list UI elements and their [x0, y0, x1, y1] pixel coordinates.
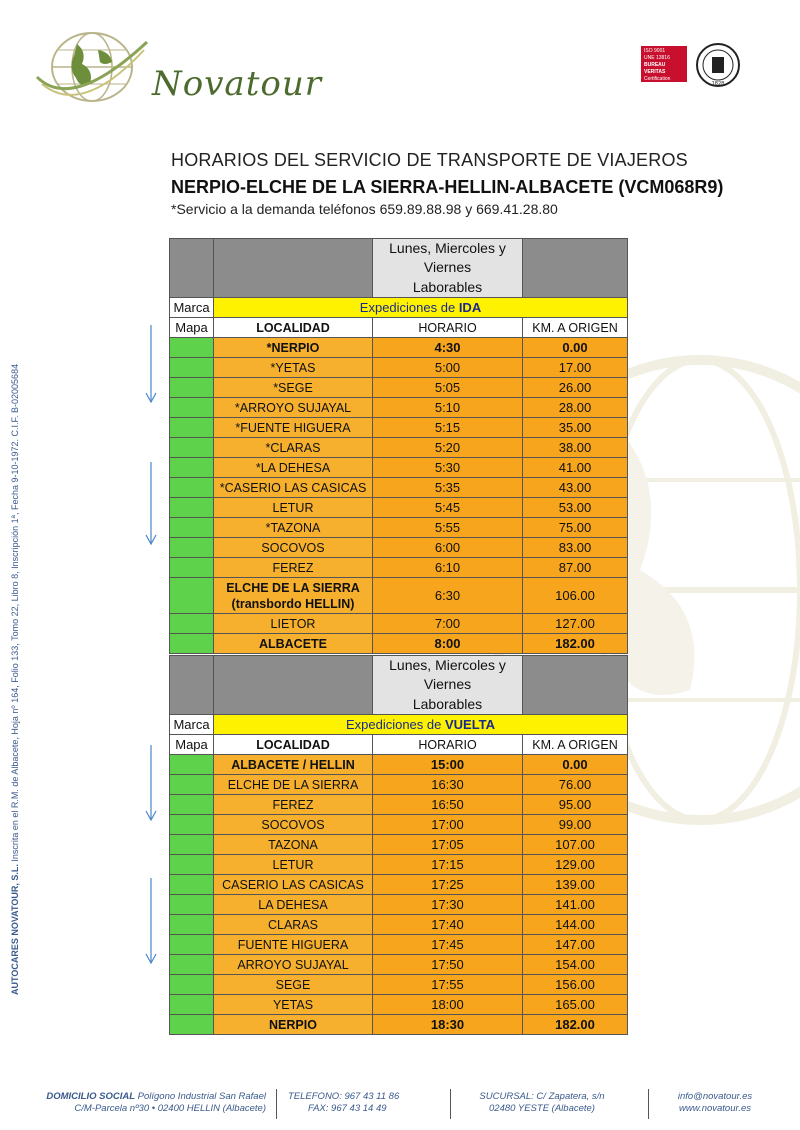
fax-number: FAX: 967 43 14 49 [308, 1103, 387, 1114]
cert-line: ISO 9001 [644, 48, 666, 54]
document-heading [171, 150, 723, 217]
schedule-row [170, 975, 628, 995]
stop-name [214, 578, 373, 614]
stop-name: FEREZ [214, 558, 373, 578]
sucursal-line2: 02480 YESTE (Albacete) [489, 1103, 595, 1114]
expedition-prefix: Expediciones de [359, 300, 459, 315]
cert-line: Certification [644, 76, 671, 82]
km-from-origin: 53.00 [523, 498, 628, 518]
schedule-row [170, 498, 628, 518]
departure-time: 17:30 [373, 895, 523, 915]
stop-name: LETUR [214, 498, 373, 518]
map-marker-cell [170, 755, 214, 775]
departure-time: 5:10 [373, 398, 523, 418]
map-marker-cell [170, 995, 214, 1015]
map-marker-cell [170, 338, 214, 358]
header-row [170, 735, 628, 755]
map-marker-cell [170, 915, 214, 935]
km-from-origin: 17.00 [523, 358, 628, 378]
km-from-origin: 26.00 [523, 378, 628, 398]
departure-time: 5:15 [373, 418, 523, 438]
km-from-origin: 154.00 [523, 955, 628, 975]
stop-name: SOCOVOS [214, 815, 373, 835]
domicilio-label: DOMICILIO SOCIAL [46, 1091, 136, 1102]
vuelta-rows [170, 755, 628, 1035]
expedition-row [170, 715, 628, 735]
stop-name-line: ELCHE DE LA SIERRA [226, 580, 360, 595]
stop-name: NERPIO [214, 1015, 373, 1035]
days-label: Lunes, Miercoles y Viernes [373, 239, 523, 278]
map-marker-cell [170, 795, 214, 815]
corner-cell [214, 239, 373, 298]
col-localidad-text: LOCALIDAD [256, 737, 330, 752]
bureau-veritas-seal-icon [695, 42, 741, 88]
route-title: NERPIO-ELCHE DE LA SIERRA-HELLIN-ALBACETE (VCM068R9) [171, 177, 724, 197]
stop-name: CASERIO LAS CASICAS [214, 875, 373, 895]
schedule-row [170, 614, 628, 634]
corner-cell [214, 656, 373, 715]
corner-cell [523, 656, 628, 715]
schedule-row [170, 895, 628, 915]
col-km: KM. A ORIGEN [523, 735, 628, 755]
schedule-row [170, 398, 628, 418]
km-from-origin: 165.00 [523, 995, 628, 1015]
footer-contact [660, 1091, 770, 1115]
map-marker-cell [170, 418, 214, 438]
marca-label: Marca [170, 715, 214, 735]
km-from-origin: 107.00 [523, 835, 628, 855]
mapa-label: Mapa [170, 735, 214, 755]
stop-name: FEREZ [214, 795, 373, 815]
cert-line: BUREAU VERITAS [644, 62, 666, 75]
map-marker-cell [170, 398, 214, 418]
expedition-label [214, 298, 628, 318]
company-registry-text [10, 285, 20, 995]
stop-name: FUENTE HIGUERA [214, 935, 373, 955]
schedule-row [170, 955, 628, 975]
marca-label: Marca [170, 298, 214, 318]
km-from-origin: 0.00 [523, 755, 628, 775]
heading-line1: HORARIOS DEL SERVICIO DE TRANSPORTE DE VIAJEROS [171, 150, 688, 170]
map-marker-cell [170, 634, 214, 654]
expedition-direction: IDA [458, 300, 482, 315]
km-from-origin: 147.00 [523, 935, 628, 955]
departure-time: 17:45 [373, 935, 523, 955]
schedule-row [170, 438, 628, 458]
schedule-row [170, 1015, 628, 1035]
departure-time: 17:25 [373, 875, 523, 895]
departure-time: 16:30 [373, 775, 523, 795]
map-marker-cell [170, 438, 214, 458]
stop-name: LETUR [214, 855, 373, 875]
stop-name: ARROYO SUJAYAL [214, 955, 373, 975]
departure-time: 17:15 [373, 855, 523, 875]
globe-logo-icon [32, 22, 152, 112]
map-marker-cell [170, 815, 214, 835]
km-from-origin: 38.00 [523, 438, 628, 458]
schedule-row [170, 795, 628, 815]
km-from-origin: 182.00 [523, 634, 628, 654]
km-from-origin: 28.00 [523, 398, 628, 418]
sucursal-line1: SUCURSAL: C/ Zapatera, s/n [479, 1091, 605, 1102]
departure-time: 18:00 [373, 995, 523, 1015]
stop-name: LA DEHESA [214, 895, 373, 915]
brand-name: Novatour [152, 64, 322, 104]
departure-time: 17:55 [373, 975, 523, 995]
col-km: KM. A ORIGEN [523, 318, 628, 338]
corner-cell [170, 656, 214, 715]
col-horario: HORARIO [373, 735, 523, 755]
domicilio-line2: C/M-Parcela nº30 • 02400 HELLIN (Albacete) [74, 1103, 266, 1114]
km-from-origin: 182.00 [523, 1015, 628, 1035]
departure-time: 16:50 [373, 795, 523, 815]
schedule-row [170, 835, 628, 855]
stop-name: LIETOR [214, 614, 373, 634]
km-from-origin: 95.00 [523, 795, 628, 815]
col-horario: HORARIO [373, 318, 523, 338]
col-localidad [214, 735, 373, 755]
schedule-row [170, 538, 628, 558]
stop-name: SEGE [214, 975, 373, 995]
corner-cell [170, 239, 214, 298]
map-marker-cell [170, 578, 214, 614]
map-marker-cell [170, 458, 214, 478]
company-logo [32, 22, 332, 112]
km-from-origin: 141.00 [523, 895, 628, 915]
registry-details: Inscrita en el R.M. de Albacete, Hoja nº 164, Folio 133, Tomo 22, Libro 8, Inscripción 1ª, Fecha 9-10-1972. C.I.F. B-02005684 [10, 363, 20, 865]
schedule-row [170, 915, 628, 935]
expedition-direction: VUELTA [444, 717, 496, 732]
km-from-origin: 43.00 [523, 478, 628, 498]
departure-time: 5:05 [373, 378, 523, 398]
header-row [170, 318, 628, 338]
schedule-row [170, 815, 628, 835]
departure-time: 4:30 [373, 338, 523, 358]
corner-cell [523, 239, 628, 298]
departure-time: 17:50 [373, 955, 523, 975]
arrow-down-icon [145, 878, 157, 966]
km-from-origin: 127.00 [523, 614, 628, 634]
map-marker-cell [170, 614, 214, 634]
footer-divider [450, 1089, 451, 1119]
col-localidad [214, 318, 373, 338]
footer-divider [648, 1089, 649, 1119]
website-link[interactable]: www.novatour.es [679, 1103, 751, 1114]
map-marker-cell [170, 935, 214, 955]
schedule-row [170, 634, 628, 654]
domicilio-line1 [22, 1091, 266, 1103]
stop-name: *CLARAS [214, 438, 373, 458]
days-row [170, 656, 628, 695]
map-marker-cell [170, 875, 214, 895]
ida-rows [170, 338, 628, 654]
iso-label [641, 46, 687, 82]
schedule-row [170, 855, 628, 875]
days-sublabel: Laborables [373, 694, 523, 715]
stop-name: CLARAS [214, 915, 373, 935]
schedule-row [170, 995, 628, 1015]
stop-name: *ARROYO SUJAYAL [214, 398, 373, 418]
stop-note: (transbordo HELLIN) [231, 596, 355, 611]
stop-name: *TAZONA [214, 518, 373, 538]
expedition-prefix: Expediciones de [345, 717, 445, 732]
km-from-origin: 83.00 [523, 538, 628, 558]
stop-name: TAZONA [214, 835, 373, 855]
stop-name: *YETAS [214, 358, 373, 378]
days-row [170, 239, 628, 278]
stop-name: YETAS [214, 995, 373, 1015]
km-from-origin: 139.00 [523, 875, 628, 895]
domicilio-address: Polígono Industrial San Rafael [135, 1091, 266, 1102]
stop-name: *FUENTE HIGUERA [214, 418, 373, 438]
departure-time: 5:20 [373, 438, 523, 458]
departure-time: 6:30 [373, 578, 523, 614]
map-marker-cell [170, 895, 214, 915]
departure-time: 18:30 [373, 1015, 523, 1035]
schedule-row [170, 378, 628, 398]
km-from-origin: 156.00 [523, 975, 628, 995]
stop-name: ALBACETE / HELLIN [214, 755, 373, 775]
departure-time: 8:00 [373, 634, 523, 654]
stop-name: SOCOVOS [214, 538, 373, 558]
km-from-origin: 75.00 [523, 518, 628, 538]
seal-year: 1828 [711, 81, 725, 87]
schedule-row [170, 578, 628, 614]
days-sublabel: Laborables [373, 277, 523, 298]
schedule-row [170, 358, 628, 378]
km-from-origin: 106.00 [523, 578, 628, 614]
schedule-row [170, 755, 628, 775]
km-from-origin: 0.00 [523, 338, 628, 358]
schedule-row [170, 875, 628, 895]
map-marker-cell [170, 855, 214, 875]
stop-name: ALBACETE [214, 634, 373, 654]
km-from-origin: 76.00 [523, 775, 628, 795]
on-demand-note: *Servicio a la demanda teléfonos 659.89.88.98 y 669.41.28.80 [171, 201, 558, 217]
company-legal-name: AUTOCARES NOVATOUR, S.L. [10, 864, 20, 995]
schedule-row [170, 418, 628, 438]
stop-name: *LA DEHESA [214, 458, 373, 478]
schedule-row [170, 338, 628, 358]
departure-time: 6:10 [373, 558, 523, 578]
stop-name: ELCHE DE LA SIERRA [214, 775, 373, 795]
km-from-origin: 41.00 [523, 458, 628, 478]
col-localidad-text: LOCALIDAD [256, 320, 330, 335]
map-marker-cell [170, 775, 214, 795]
footer-phones [288, 1091, 428, 1115]
departure-time: 5:55 [373, 518, 523, 538]
schedule-row [170, 558, 628, 578]
certification-badge [641, 42, 747, 88]
schedule-row [170, 935, 628, 955]
map-marker-cell [170, 498, 214, 518]
departure-time: 5:00 [373, 358, 523, 378]
km-from-origin: 129.00 [523, 855, 628, 875]
stop-name: *SEGE [214, 378, 373, 398]
footer-domicilio [22, 1091, 266, 1115]
schedule-row [170, 458, 628, 478]
stop-name: *CASERIO LAS CASICAS [214, 478, 373, 498]
km-from-origin: 87.00 [523, 558, 628, 578]
schedule-row [170, 478, 628, 498]
cert-line: UNE 13816 [644, 55, 670, 61]
departure-time: 6:00 [373, 538, 523, 558]
departure-time: 7:00 [373, 614, 523, 634]
footer-divider [276, 1089, 277, 1119]
km-from-origin: 35.00 [523, 418, 628, 438]
footer-sucursal [462, 1091, 622, 1115]
departure-time: 17:40 [373, 915, 523, 935]
days-label: Lunes, Miercoles y Viernes [373, 656, 523, 695]
km-from-origin: 99.00 [523, 815, 628, 835]
departure-time: 17:05 [373, 835, 523, 855]
departure-time: 15:00 [373, 755, 523, 775]
expedition-row [170, 298, 628, 318]
expedition-label [214, 715, 628, 735]
map-marker-cell [170, 358, 214, 378]
map-marker-cell [170, 538, 214, 558]
arrow-down-icon [145, 462, 157, 547]
arrow-down-icon [145, 745, 157, 823]
map-marker-cell [170, 835, 214, 855]
departure-time: 5:35 [373, 478, 523, 498]
map-marker-cell [170, 558, 214, 578]
map-marker-cell [170, 378, 214, 398]
departure-time: 5:30 [373, 458, 523, 478]
phone-number: TELEFONO: 967 43 11 86 [288, 1091, 400, 1102]
schedule-row [170, 518, 628, 538]
stop-name: *NERPIO [214, 338, 373, 358]
km-from-origin: 144.00 [523, 915, 628, 935]
map-marker-cell [170, 478, 214, 498]
vuelta-schedule-table [169, 655, 628, 1035]
schedule-row [170, 775, 628, 795]
ida-schedule-table [169, 238, 628, 654]
departure-time: 5:45 [373, 498, 523, 518]
map-marker-cell [170, 518, 214, 538]
map-marker-cell [170, 1015, 214, 1035]
mapa-label: Mapa [170, 318, 214, 338]
arrow-down-icon [145, 325, 157, 405]
email-link[interactable]: info@novatour.es [677, 1091, 753, 1102]
map-marker-cell [170, 955, 214, 975]
map-marker-cell [170, 975, 214, 995]
departure-time: 17:00 [373, 815, 523, 835]
